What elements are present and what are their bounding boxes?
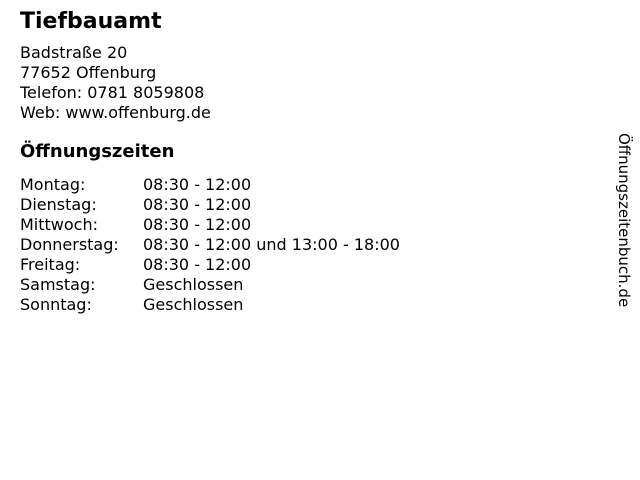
opening-hours-title: Öffnungszeiten [20,141,175,162]
phone-line [20,83,211,103]
page-title: Tiefbauamt [20,9,162,34]
hours-day-thursday: Donnerstag: [20,235,119,254]
web-line [20,103,211,123]
watermark-brand: Öffnungszeitenbuch.de [615,133,633,308]
hours-day-sunday: Sonntag: [20,295,92,314]
hours-day-saturday: Samstag: [20,275,96,294]
hours-time-thursday: 08:30 - 12:00 und 13:00 - 18:00 [143,235,400,254]
phone-value: 0781 8059808 [87,83,205,102]
phone-label: Telefon: [20,83,83,102]
hours-day-wednesday: Mittwoch: [20,215,98,234]
address-street: Badstraße 20 [20,43,128,62]
hours-time-tuesday: 08:30 - 12:00 [143,195,252,214]
hours-day-monday: Montag: [20,175,86,194]
web-label: Web: [20,103,61,122]
opening-hours-table [20,175,400,315]
address-city: 77652 Offenburg [20,63,157,82]
web-value: www.offenburg.de [65,103,211,122]
hours-day-friday: Freitag: [20,255,81,274]
hours-time-friday: 08:30 - 12:00 [143,255,252,274]
hours-time-saturday: Geschlossen [143,275,244,294]
hours-time-monday: 08:30 - 12:00 [143,175,252,194]
address-block [20,43,211,123]
hours-day-tuesday: Dienstag: [20,195,97,214]
hours-time-sunday: Geschlossen [143,295,244,314]
hours-time-wednesday: 08:30 - 12:00 [143,215,252,234]
